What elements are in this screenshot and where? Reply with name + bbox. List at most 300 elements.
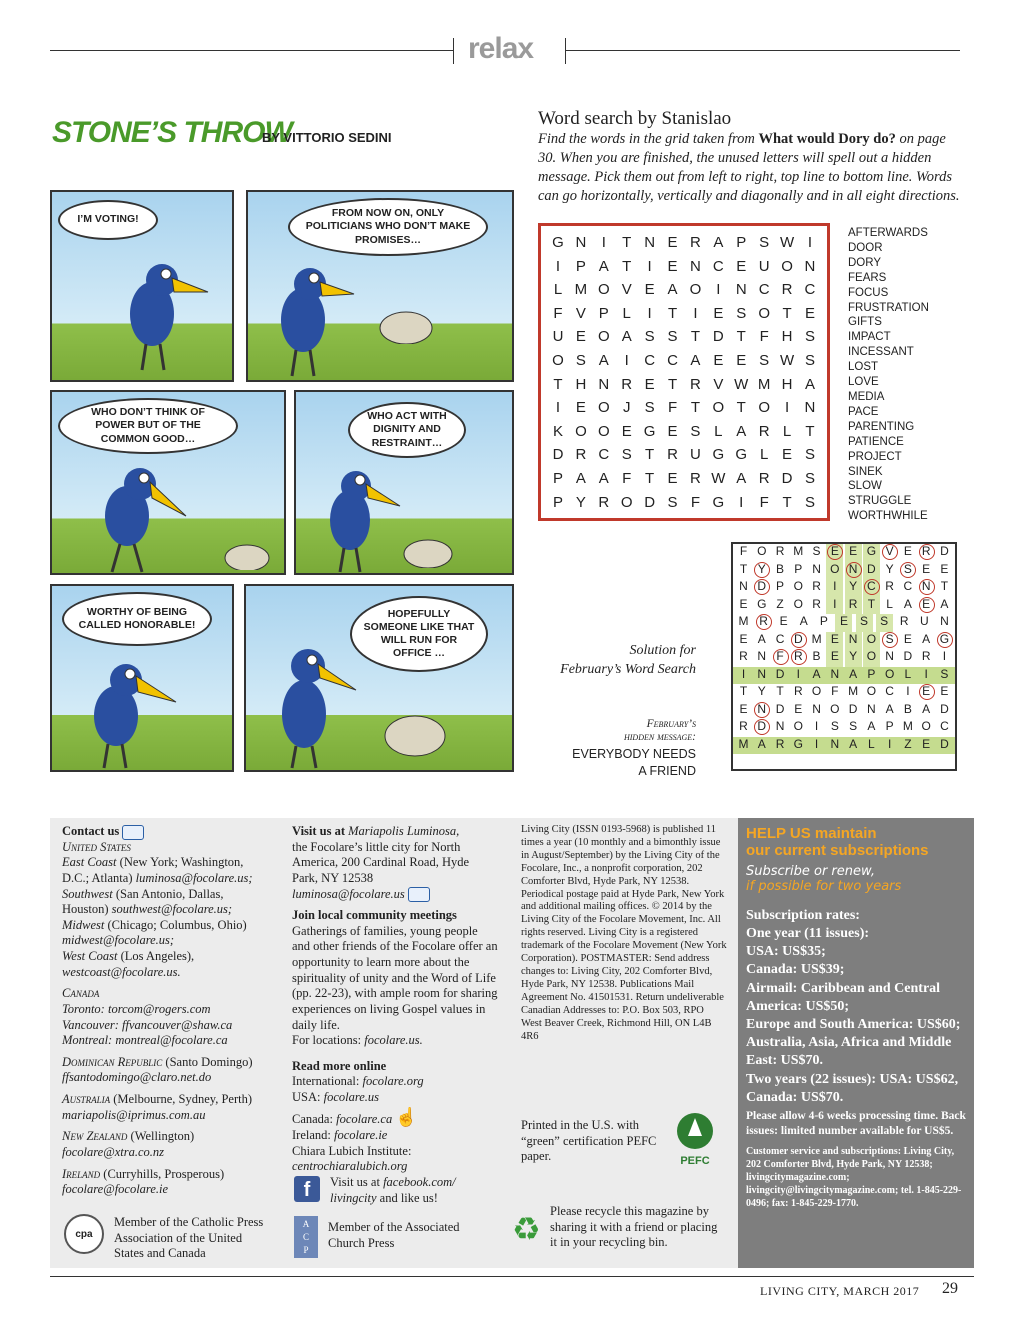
grid-letter: A	[598, 351, 609, 369]
grid-letter: T	[645, 446, 655, 464]
word-list-item: FOCUS	[848, 286, 889, 299]
solution-letter: A	[940, 596, 949, 611]
solution-row	[733, 702, 955, 720]
solution-letter: R	[918, 544, 935, 562]
solution-letter: M	[902, 719, 913, 733]
toronto-contact: Toronto: torcom@rogers.com	[62, 1001, 211, 1016]
grid-letter: O	[689, 281, 702, 299]
grid-letter: T	[553, 375, 563, 393]
grid-letter: A	[621, 328, 632, 346]
help-heading: HELP US maintain	[746, 825, 877, 842]
grid-letter: A	[736, 469, 747, 487]
solution-letter: B	[903, 701, 912, 716]
solution-letter: A	[757, 736, 766, 751]
solution-letter: E	[826, 544, 843, 562]
grid-letter: O	[575, 422, 587, 440]
solution-letter: E	[903, 544, 912, 558]
solution-letter: M	[793, 544, 804, 558]
solution-letter: N	[885, 649, 894, 663]
solution-letter: B	[776, 561, 785, 576]
grid-row	[547, 399, 821, 423]
ie-contact: Ireland (Curryhills, Prosperous)	[62, 1166, 225, 1181]
solution-letter: Y	[845, 649, 862, 667]
solution-letter: I	[924, 666, 928, 681]
grid-letter: W	[779, 234, 795, 251]
solution-letter: A	[757, 631, 766, 646]
solution-letter: O	[757, 544, 767, 558]
solution-letter: D	[863, 562, 880, 580]
nz-contact: New Zealand (Wellington)	[62, 1129, 195, 1144]
solution-letter: R	[739, 719, 748, 733]
solution-letter: R	[790, 649, 807, 667]
word-list-item: LOST	[848, 361, 879, 374]
solution-letter: I	[887, 736, 892, 751]
pefc-logo: PEFC	[670, 1112, 720, 1168]
grid-letter: F	[759, 493, 769, 511]
solution-row	[733, 719, 955, 737]
rate-line: Australia, Asia, Africa and Middle East: US$70.	[746, 1035, 952, 1069]
solution-letter: D	[753, 579, 770, 597]
solution-letter: P	[776, 579, 785, 593]
grid-letter: W	[734, 375, 749, 393]
solution-letter: L	[868, 736, 875, 751]
grid-letter: A	[804, 375, 815, 393]
grid-letter: S	[804, 493, 815, 511]
grid-letter: I	[624, 351, 629, 369]
comic-panel-4	[294, 390, 514, 575]
grid-letter: C	[667, 351, 678, 369]
tree-icon	[672, 1112, 718, 1150]
solution-letter: E	[922, 561, 931, 576]
solution-letter: G	[863, 544, 880, 562]
grid-letter: A	[598, 257, 609, 275]
grid-letter: T	[667, 375, 678, 393]
grid-letter: I	[807, 234, 813, 251]
solution-letter: C	[903, 579, 913, 593]
word-list-item: STRUGGLE	[848, 495, 912, 508]
grid-letter: S	[804, 351, 815, 369]
grid-letter: S	[804, 328, 815, 346]
solution-letter: E	[826, 632, 843, 650]
visit-column: Visit us at Mariapolis Luminosa, the Focolare’s little city for North America, 200 Cardinal Road, Hyde Park, NY 12538 luminosa@focolare.us Join local community meetings Gatherings of families, young people and other friends of the Focolare offer an opportunity to learn more about the spirituality of unity and the Word of Life (pp. 22-23), with ample room for sharing experiences on living Gospel values in daily life. For locations: focolare.us. Read more online International: focolare.org USA: focolare.us Canada: focolare.ca ☝ Ireland: focolare.ie Chiara Lubich Institute: centrochiaralubich.org	[292, 824, 498, 1174]
stone-illustration	[380, 708, 450, 758]
word-list-item: DOOR	[848, 241, 883, 254]
solution-letter: E	[845, 544, 862, 562]
grid-letter: R	[690, 375, 701, 393]
solution-letter: N	[830, 666, 840, 681]
grid-row	[547, 494, 821, 518]
solution-grid	[731, 542, 957, 771]
solution-letter: D	[903, 649, 913, 663]
grid-letter: I	[555, 257, 561, 275]
solution-letter: P	[819, 614, 828, 628]
solution-letter: S	[856, 614, 873, 632]
hand-cursor-icon: ☝	[395, 1106, 418, 1127]
region-us: United States	[62, 839, 131, 854]
grid-letter: L	[759, 446, 769, 464]
grid-letter: W	[779, 351, 795, 369]
rate-line: Europe and South America: US$60;	[746, 1017, 961, 1032]
header-tick-left	[453, 38, 454, 64]
solution-row	[733, 649, 955, 667]
solution-letter: O	[811, 684, 822, 698]
solution-letter: S	[940, 666, 949, 681]
rate-line: Two years (22 issues): USA: US$62, Canada: US$70.	[746, 1071, 959, 1105]
grid-letter: O	[712, 399, 725, 417]
comic-byline: BY VITTORIO SEDINI	[262, 130, 392, 145]
solution-letter: R	[739, 649, 748, 663]
grid-letter: A	[690, 351, 701, 369]
word-list-item: LOVE	[848, 376, 879, 389]
solution-letter: L	[904, 666, 912, 681]
nz-email[interactable]: focolare@xtra.co.nz	[62, 1144, 164, 1159]
solution-letter: O	[793, 579, 803, 593]
grid-row	[547, 423, 821, 447]
footer-rule	[50, 1276, 974, 1277]
grid-letter: R	[758, 422, 770, 440]
subscribe-tagline: Subscribe or renew,	[746, 864, 875, 879]
solution-letter: N	[753, 702, 770, 720]
contact-email[interactable]: southwest@focolare.us;	[111, 902, 233, 917]
solution-letter: E	[826, 649, 843, 667]
solution-row	[733, 632, 955, 650]
solution-letter: R	[845, 597, 862, 615]
solution-letter: A	[849, 736, 858, 751]
solution-letter: N	[940, 614, 949, 628]
header-rule-right	[566, 50, 960, 51]
grid-letter: S	[804, 469, 815, 487]
grid-letter: N	[804, 399, 816, 417]
solution-letter: I	[814, 736, 819, 751]
grid-letter: C	[804, 281, 816, 299]
intl-link[interactable]: focolare.org	[362, 1074, 424, 1089]
chiara-link[interactable]: centrochiaralubich.org	[292, 1159, 408, 1174]
grid-letter: I	[739, 493, 744, 511]
grid-letter: A	[667, 281, 678, 299]
canada-link[interactable]: focolare.ca	[336, 1111, 393, 1126]
subscribe-tagline-2: if possible for two years	[746, 878, 902, 894]
solution-letter: Y	[845, 579, 862, 597]
grid-letter: R	[621, 375, 633, 393]
grid-letter: E	[667, 234, 678, 251]
comic-title: STONE’S THROW	[52, 116, 292, 149]
subscription-panel	[738, 818, 974, 1268]
solution-letter: I	[741, 666, 746, 681]
solution-letter: A	[903, 596, 912, 611]
word-list	[848, 226, 929, 524]
grid-letter: O	[552, 351, 564, 369]
solution-row	[733, 597, 955, 615]
contact-email[interactable]: westcoast@focolare.us.	[62, 964, 181, 979]
luminosa-email[interactable]: luminosa@focolare.us	[292, 886, 405, 901]
solution-letter: R	[775, 544, 785, 558]
acp-member: Member of the Associated Church Press	[328, 1220, 460, 1250]
grid-letter: O	[758, 304, 770, 322]
solution-letter: N	[812, 561, 821, 576]
grid-letter: C	[758, 281, 770, 299]
stone-illustration	[376, 304, 436, 344]
grid-letter: O	[758, 399, 770, 417]
help-subheading: our current subscriptions	[746, 841, 929, 859]
word-list-item: SINEK	[848, 465, 883, 478]
grid-letter: M	[574, 281, 588, 299]
solution-letter: P	[885, 719, 894, 733]
word-list-item: FRUSTRATION	[848, 301, 929, 314]
solution-letter: A	[799, 614, 808, 628]
grid-row	[547, 305, 821, 329]
solution-letter: R	[812, 579, 821, 593]
recycle-text: Please recycle this magazine by sharing it with a friend or placing it in your recycling bin.	[550, 1204, 718, 1250]
solution-letter: A	[922, 631, 931, 646]
solution-row	[733, 614, 955, 632]
grid-letter: S	[804, 446, 815, 464]
grid-letter: T	[622, 257, 632, 275]
solution-letter: D	[940, 736, 949, 751]
wordsearch-intro: Find the words in the grid taken from What would Dory do? on page 30. When you are finished, the unused letters will spell out a hidden message. Pick them out from left to right, top line to bottom line. Words can go horizontally, vertically and diagonally and in all eight directions.	[538, 131, 960, 204]
contact-email[interactable]: midwest@focolare.us;	[62, 933, 175, 948]
hidden-message: EVERYBODY NEEDS A FRIEND	[572, 747, 696, 778]
solution-letter: F	[772, 649, 789, 667]
grid-letter: C	[712, 257, 724, 275]
comic-panel-5	[50, 584, 234, 772]
contact-line: West Coast (Los Angeles), westcoast@focolare.us.	[62, 949, 195, 979]
region-canada: Canada	[62, 986, 100, 1001]
solution-letter: G	[793, 736, 803, 751]
acp-logo: A C P	[294, 1216, 318, 1258]
word-list-item: FEARS	[848, 271, 887, 284]
solution-letter: O	[921, 719, 931, 733]
solution-letter: O	[793, 719, 803, 733]
solution-letter: C	[863, 579, 880, 597]
solution-letter: N	[757, 649, 767, 663]
facebook-link[interactable]: facebook.com/ livingcity	[330, 1175, 456, 1205]
grid-letter: D	[781, 469, 793, 487]
grid-letter: O	[620, 493, 633, 511]
grid-letter: N	[575, 234, 587, 251]
wordsearch-title: Word search by Stanislao	[538, 108, 732, 129]
grid-letter: T	[805, 422, 815, 440]
grid-row	[547, 234, 821, 258]
solution-letter: D	[940, 544, 949, 558]
grid-letter: T	[645, 469, 655, 487]
grid-letter: A	[736, 422, 747, 440]
montreal-contact: Montreal: montreal@focolare.ca	[62, 1033, 228, 1048]
solution-letter: S	[881, 632, 898, 650]
solution-letter: A	[812, 666, 821, 681]
solution-letter: T	[776, 684, 784, 698]
grid-letter: V	[713, 375, 724, 393]
page-number: 29	[942, 1280, 958, 1297]
solution-letter: Y	[885, 561, 894, 576]
rate-line: USA: US$35;	[746, 944, 826, 960]
grid-row	[547, 281, 821, 305]
solution-letter: E	[779, 614, 788, 628]
grid-letter: F	[553, 304, 563, 322]
contact-line: East Coast (New York; Washington, D.C.; Atlanta) luminosa@focolare.us;	[62, 855, 253, 885]
ie-email[interactable]: focolare@focolare.ie	[62, 1182, 169, 1197]
grid-row	[547, 446, 821, 470]
grid-letter: A	[598, 469, 609, 487]
comic-panel-3	[50, 390, 286, 575]
solution-letter: N	[775, 719, 785, 733]
grid-letter: S	[621, 446, 632, 464]
cpa-logo: cpa	[64, 1214, 104, 1254]
solution-letter: R	[812, 596, 821, 611]
solution-letter: R	[885, 579, 894, 593]
grid-letter: S	[644, 328, 655, 346]
contact-email[interactable]: luminosa@focolare.us;	[135, 870, 253, 885]
solution-letter: Z	[904, 736, 912, 751]
solution-letter: A	[849, 666, 858, 681]
grid-letter: R	[690, 469, 701, 487]
grid-letter: A	[575, 469, 586, 487]
solution-letter: O	[863, 632, 880, 650]
grid-letter: T	[736, 328, 746, 346]
grid-letter: H	[781, 328, 793, 346]
grid-letter: R	[781, 281, 793, 299]
grid-letter: R	[667, 446, 678, 464]
solution-letter: E	[903, 631, 912, 646]
grid-letter: F	[690, 493, 701, 511]
grid-letter: R	[758, 469, 770, 487]
grid-letter: P	[575, 257, 586, 275]
header-tick-right	[565, 38, 566, 64]
solution-letter: N	[918, 579, 935, 597]
solution-label: Solution for February’s Word Search	[560, 643, 696, 677]
grid-letter: O	[597, 399, 610, 417]
grid-letter: N	[644, 234, 656, 251]
solution-letter: E	[940, 561, 949, 576]
solution-letter: Y	[757, 684, 766, 698]
grid-letter: W	[711, 469, 726, 487]
grid-letter: S	[667, 493, 678, 511]
solution-letter: S	[849, 719, 858, 733]
speech-bubble: WORTHY OF BEING CALLED HONORABLE!	[62, 592, 212, 646]
usa-link[interactable]: focolare.us	[323, 1090, 380, 1104]
grid-letter: D	[552, 446, 564, 464]
solution-letter: C	[940, 719, 949, 733]
grid-row	[547, 258, 821, 282]
solution-letter: E	[918, 684, 935, 702]
grid-letter: D	[712, 328, 724, 346]
solution-letter: O	[826, 562, 843, 580]
contact-heading: Contact us	[62, 824, 120, 838]
solution-letter: E	[922, 736, 931, 751]
grid-letter: P	[552, 469, 563, 487]
solution-letter: O	[830, 701, 840, 716]
grid-letter: P	[598, 304, 609, 322]
grid-letter: E	[713, 304, 724, 322]
solution-letter: E	[940, 684, 949, 698]
grid-letter: N	[690, 257, 701, 275]
stone-illustration	[400, 532, 456, 568]
solution-letter: M	[738, 736, 749, 751]
solution-letter: Z	[776, 596, 784, 611]
au-contact: Australia (Melbourne, Sydney, Perth)	[62, 1092, 253, 1106]
section-title: relax	[468, 32, 534, 65]
grid-letter: S	[690, 422, 701, 440]
word-list-item: PROJECT	[848, 450, 902, 463]
subscription-rates	[746, 907, 966, 1107]
grid-letter: T	[690, 399, 701, 417]
bird-illustration	[308, 456, 408, 574]
grid-letter: T	[622, 234, 632, 251]
magazine-footer: LIVING CITY, MARCH 2017	[760, 1284, 920, 1298]
solution-letter: E	[739, 596, 748, 611]
solution-row	[733, 562, 955, 580]
solution-letter: N	[812, 701, 821, 716]
solution-letter: F	[739, 544, 748, 558]
grid-letter: R	[598, 493, 610, 511]
solution-letter: C	[775, 631, 785, 646]
grid-letter: S	[736, 304, 747, 322]
solution-letter: I	[826, 597, 843, 615]
solution-letter: R	[793, 684, 803, 698]
solution-letter: D	[775, 701, 785, 716]
grid-letter: N	[804, 257, 816, 275]
grid-row	[547, 352, 821, 376]
word-list-item: IMPACT	[848, 331, 891, 344]
comic-panel-2	[246, 190, 514, 382]
locations-link[interactable]: focolare.us.	[364, 1033, 423, 1048]
grid-letter: I	[555, 399, 561, 417]
grid-letter: F	[667, 399, 678, 417]
grid-letter: E	[736, 257, 747, 275]
solution-letter: E	[794, 701, 803, 716]
grid-letter: E	[575, 399, 586, 417]
grid-letter: O	[597, 422, 610, 440]
grid-letter: S	[644, 399, 655, 417]
grid-letter: E	[804, 304, 815, 322]
grid-letter: I	[647, 257, 652, 275]
grid-letter: C	[644, 351, 656, 369]
grid-letter: L	[782, 422, 792, 440]
dr-email[interactable]: ffsantodomingo@claro.net.do	[62, 1070, 212, 1085]
bird-illustration	[260, 626, 360, 771]
solution-row	[733, 667, 955, 685]
grid-letter: J	[622, 399, 631, 417]
grid-letter: D	[644, 493, 656, 511]
au-email[interactable]: mariapolis@iprimus.com.au	[62, 1107, 206, 1122]
grid-letter: M	[757, 375, 771, 393]
contact-column	[62, 824, 272, 1198]
email-icon	[408, 887, 430, 902]
speech-bubble: WHO ACT WITH DIGNITY AND RESTRAINT…	[348, 402, 466, 458]
solution-letter: D	[753, 719, 770, 737]
solution-letter: D	[790, 632, 807, 650]
grid-letter: K	[552, 422, 563, 440]
grid-letter: N	[735, 281, 747, 299]
grid-letter: E	[575, 328, 586, 346]
grid-letter: F	[759, 328, 769, 346]
solution-letter: N	[845, 562, 862, 580]
grid-letter: T	[690, 328, 701, 346]
solution-row	[733, 579, 955, 597]
solution-letter: D	[940, 701, 949, 716]
solution-letter: O	[863, 649, 880, 667]
grid-letter: E	[713, 351, 724, 369]
grid-letter: N	[598, 375, 610, 393]
solution-letter: A	[922, 701, 931, 716]
solution-letter: A	[867, 719, 876, 733]
solution-letter: S	[830, 719, 839, 733]
solution-letter: V	[881, 544, 898, 562]
grid-letter: P	[736, 234, 747, 251]
grid-letter: E	[667, 257, 678, 275]
grid-letter: L	[714, 422, 723, 440]
ireland-link[interactable]: focolare.ie	[334, 1128, 388, 1143]
speech-bubble: I’M VOTING!	[58, 200, 158, 240]
